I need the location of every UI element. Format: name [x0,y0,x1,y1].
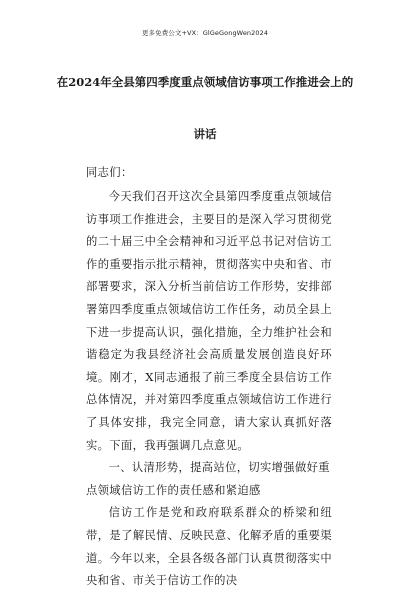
body-paragraph: 今天我们召开这次全县第四季度重点领域信访事项工作推进会，主要目的是深入学习贯彻党的二十届三中全会精神和习近平总书记对信访工作的重要指示批示精神，贯彻落实中央和省、市部署要求，深入分析当前信访工作形势，安排部署第四季度重点领域信访工作任务，动员全县上下进一步提高认识，强化措施，全力维护社会和谐稳定为我县经济社会高质量发展创造良好环境。刚才，X同志通报了前三季度全县信访工作总体情况，并对第四季度重点领域信访工作进行了具体安排，我完全同意，请大家认真抓好落实。下面，我再强调几点意见。 [86,190,332,452]
salutation: 同志们： [86,166,133,179]
body-paragraph: 信访工作是党和政府联系群众的桥梁和纽带，是了解民情、反映民意、化解矛盾的重要渠道。今年以来，全县各级各部门认真贯彻落实中央和省、市关于信访工作的决 [86,506,332,588]
header-note: 更多免费公文+VX：GlGeGongWen2024 [141,29,269,37]
document-subtitle: 讲话 [193,127,217,141]
document-title: 在2024年全县第四季度重点领域信访事项工作推进会上的 [56,75,354,89]
document-body [86,186,332,593]
section-heading: 一、认清形势，提高站位，切实增强做好重点领域信访工作的责任感和紧迫感 [86,461,330,497]
